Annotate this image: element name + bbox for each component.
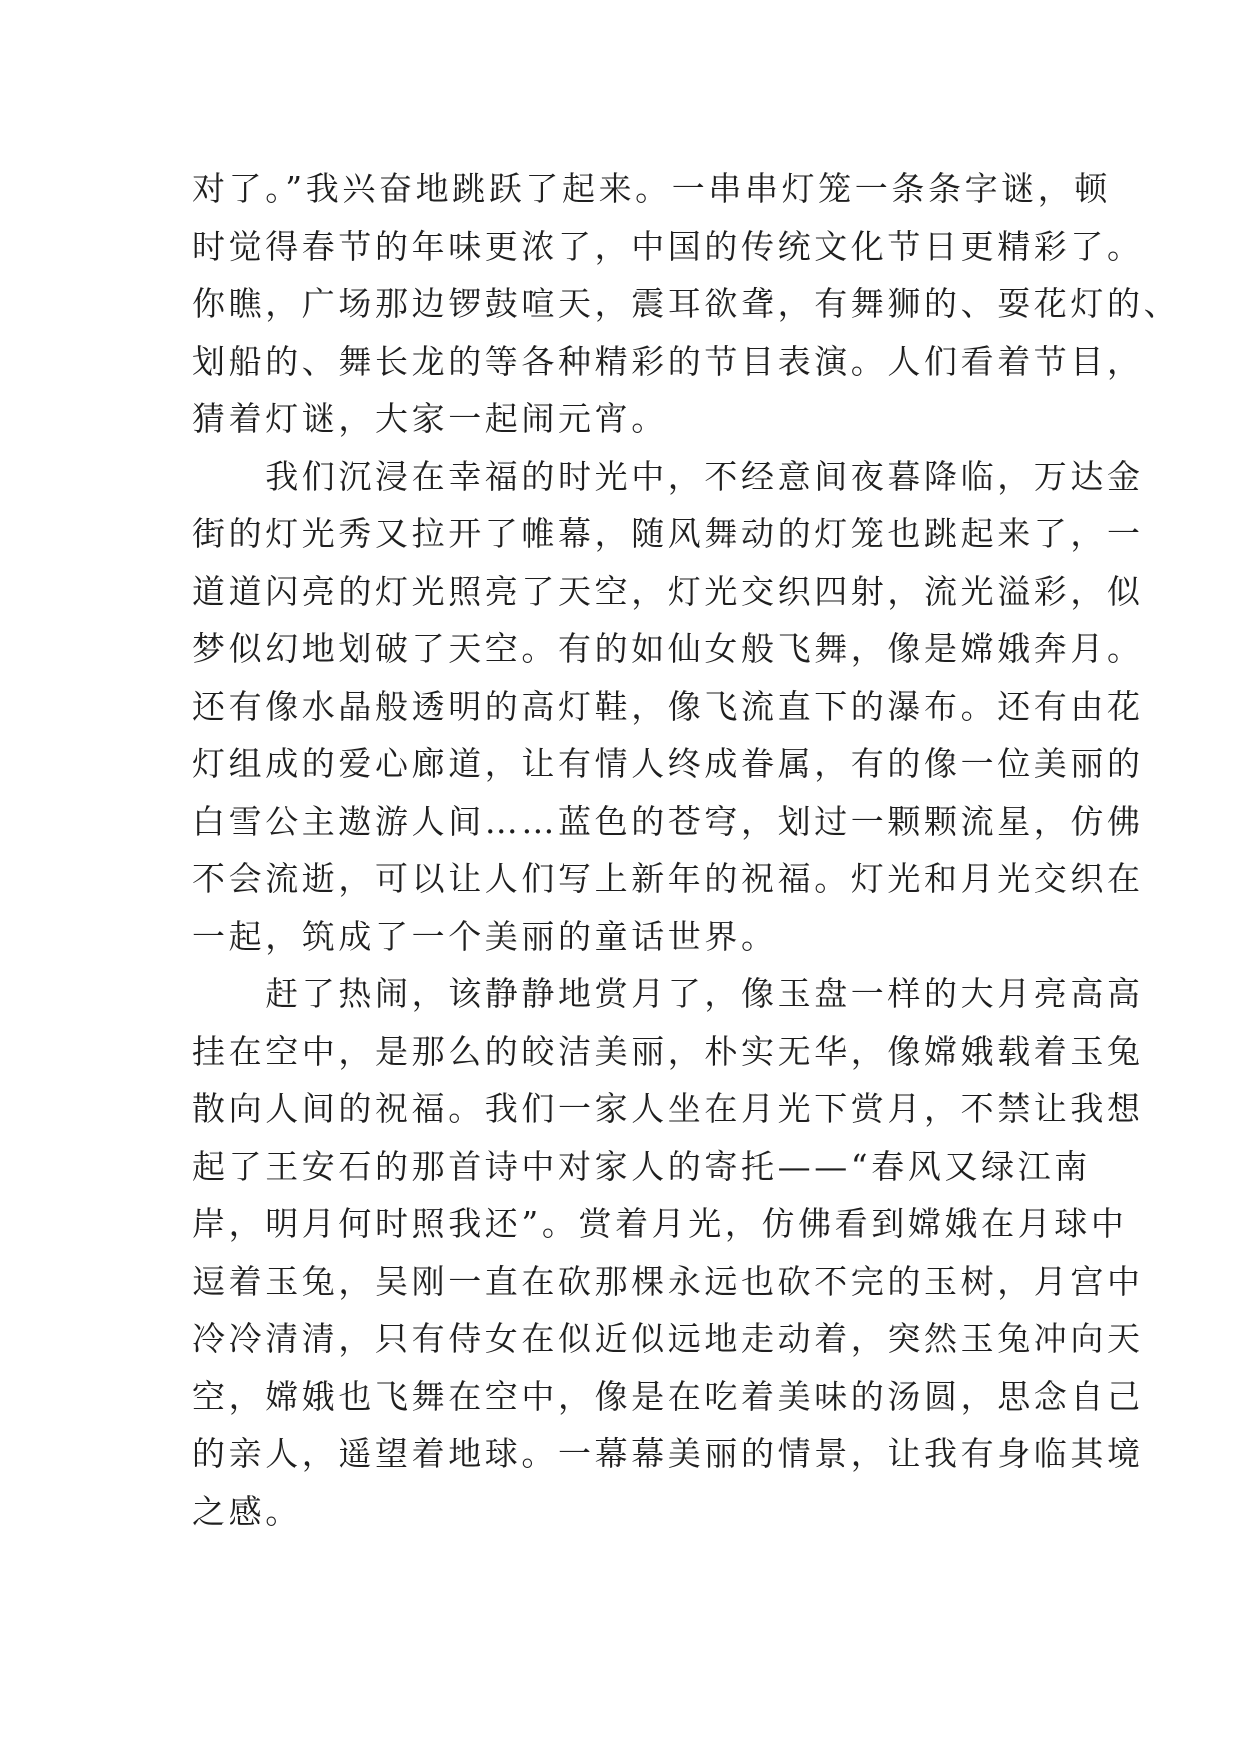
text-line: 冷冷清清，只有侍女在似近似远地走动着，突然玉兔冲向天 — [192, 1319, 1144, 1358]
text-line: 起了王安石的那首诗中对家人的寄托——“春风又绿江南 — [192, 1146, 1091, 1186]
text-line: 时觉得春节的年味更浓了，中国的传统文化节日更精彩了。 — [192, 226, 1144, 266]
text-line: 岸，明月何时照我还”。赏着月光，仿佛看到嫦娥在月球中 — [192, 1204, 1128, 1243]
text-line: 一起，筑成了一个美丽的童话世界。 — [192, 916, 778, 956]
text-line: 灯组成的爱心廊道，让有情人终成眷属，有的像一位美丽的 — [192, 744, 1144, 783]
text-line: 的亲人，遥望着地球。一幕幕美丽的情景，让我有身临其境 — [192, 1434, 1144, 1473]
text-line: 散向人间的祝福。我们一家人坐在月光下赏月，不禁让我想 — [192, 1089, 1144, 1128]
text-line: 不会流逝，可以让人们写上新年的祝福。灯光和月光交织在 — [192, 859, 1144, 898]
text-line: 挂在空中，是那么的皎洁美丽，朴实无华，像嫦娥载着玉兔 — [192, 1031, 1144, 1071]
text-line: 梦似幻地划破了天空。有的如仙女般飞舞，像是嫦娥奔月。 — [192, 629, 1144, 668]
text-line: 空，嫦娥也飞舞在空中，像是在吃着美味的汤圆，思念自己 — [192, 1376, 1144, 1416]
text-line: 还有像水晶般透明的高灯鞋，像飞流直下的瀑布。还有由花 — [192, 686, 1144, 726]
text-line: 道道闪亮的灯光照亮了天空，灯光交织四射，流光溢彩，似 — [192, 571, 1144, 611]
text-line: 猜着灯谜，大家一起闹元宵。 — [192, 399, 668, 438]
text-line: 街的灯光秀又拉开了帷幕，随风舞动的灯笼也跳起来了，一 — [192, 514, 1144, 553]
text-line: 你瞧，广场那边锣鼓喧天，震耳欲聋，有舞狮的、耍花灯的、 — [192, 284, 1181, 323]
text-line: 赶了热闹，该静静地赏月了，像玉盘一样的大月亮高高 — [192, 974, 1144, 1013]
text-line: 之感。 — [192, 1491, 302, 1531]
text-line: 我们沉浸在幸福的时光中，不经意间夜暮降临，万达金 — [192, 456, 1144, 496]
text-line: 白雪公主遨游人间……蓝色的苍穹，划过一颗颗流星，仿佛 — [192, 801, 1144, 841]
text-line: 划船的、舞长龙的等各种精彩的节目表演。人们看着节目， — [192, 341, 1144, 381]
text-line: 逗着玉兔，吴刚一直在砍那棵永远也砍不完的玉树，月宫中 — [192, 1261, 1144, 1301]
body-text — [192, 160, 1181, 1540]
text-line: 对了。”我兴奋地跳跃了起来。一串串灯笼一条条字谜，顿 — [192, 169, 1111, 208]
